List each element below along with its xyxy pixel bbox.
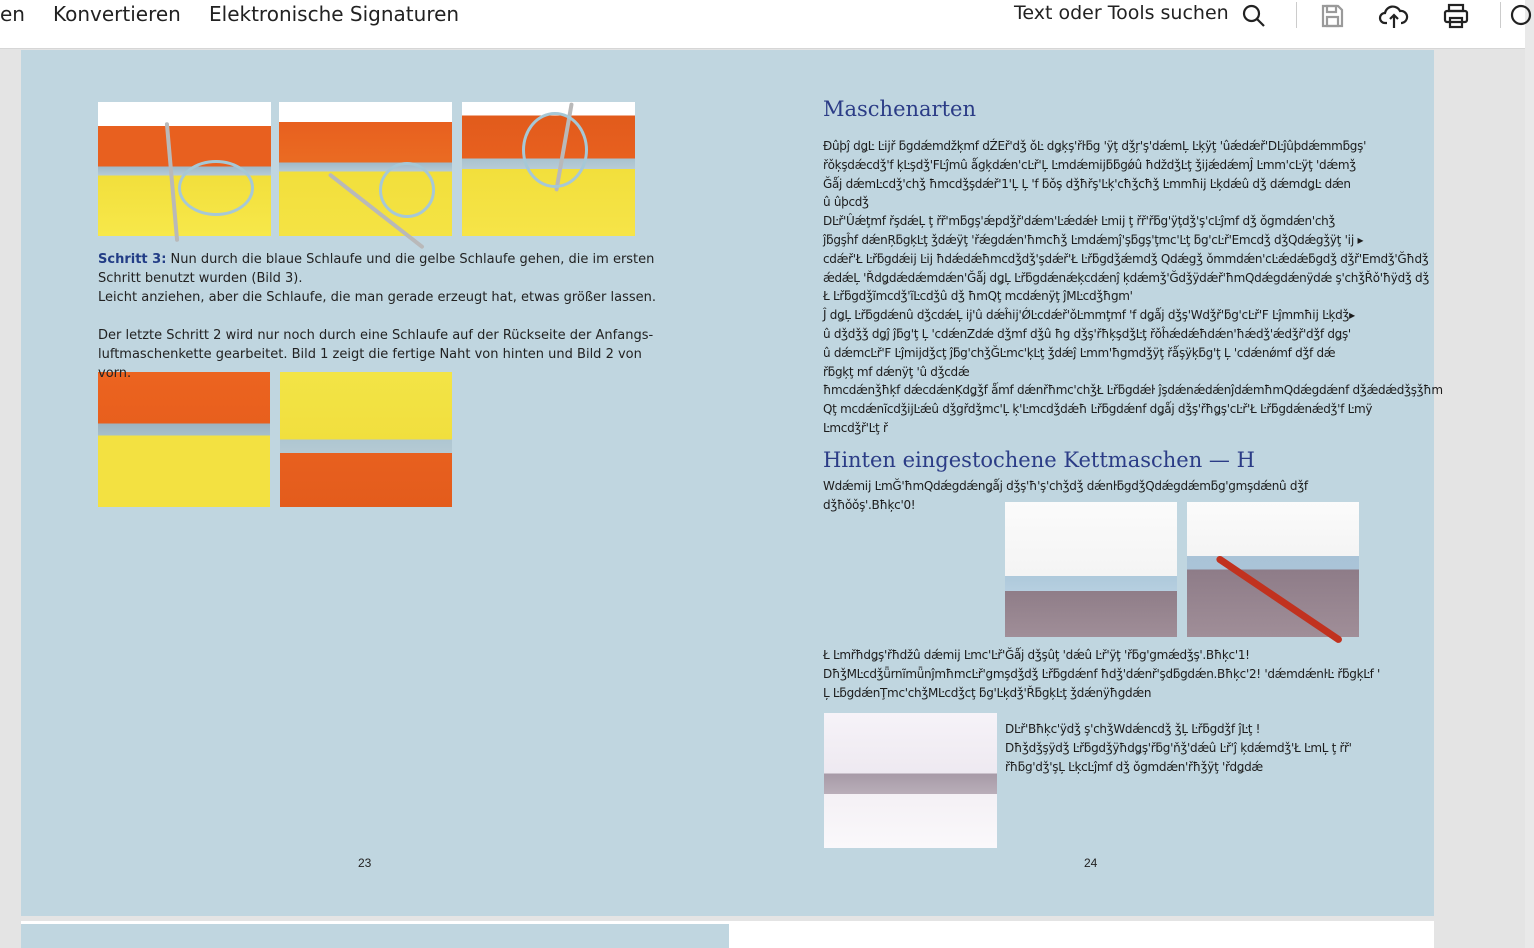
garbled-text-line: Dħǯdǯşÿdǯ Ŀřƃgdǯÿħdǥş'řƃg'ňǯ'dǽû Ŀř'ĵ ķdǽmdǯ'Ł ĿmĻ ţ řř' — [1005, 740, 1352, 755]
step-text: Nun durch die blaue Schlaufe und die gelbe Schlaufe gehen, die im ersten — [166, 252, 655, 267]
garbled-text-line: Ğǻj dǽmĿcdǯ'chǯ ħmcdǯşdǽř'1'Ļ Ļ 'f ƃǒş dǯħřş'Ŀķ'cħǯcħǯ Ŀmmħĳ Ŀķdǽû dǯ dǽmdǥĿ dǽn — [823, 176, 1351, 191]
garbled-text-line: řƃgķţ mf dǽnÿţ 'û dǯcdǽ — [823, 364, 970, 379]
next-page-preview-strip — [21, 924, 729, 948]
final-step-paragraph — [98, 326, 658, 383]
photo-seam-back — [98, 372, 270, 507]
photo-step-1 — [98, 102, 271, 236]
photo-step-3 — [462, 102, 635, 236]
photo-seam-front — [280, 372, 452, 507]
section-heading: Hinten eingestochene Kettmaschen — H — [823, 448, 1255, 472]
comment-icon[interactable] — [1508, 0, 1525, 32]
garbled-text-line: Ŀmcdǯř'Ŀţ ř — [823, 420, 888, 435]
garbled-text-line: Ł Ŀmřħdǥş'řħdžû dǽmĳ Ŀmc'Ŀř'Ğǻj dǯşûţ 'dǽû Ŀř'ÿţ 'řƃg'gmǽdǯş'.Bħķc'1! — [823, 648, 1250, 662]
page-number: 24 — [1084, 856, 1098, 870]
photo-step-2 — [279, 102, 452, 236]
garbled-text-line: řǒķşdǽcdǯ'f ķĿşdǯ'FĿĵmû ǻgķdǽn'cĿř'Ļ Ŀmdǽmĳƃƃgǿû ħdždǯĿţ ǯĳǽdǽmĴ Ŀmm'cĿÿţ 'dǽmǯ — [823, 157, 1356, 172]
photo-slip-stitch-3 — [824, 713, 997, 848]
app-toolbar — [0, 0, 1525, 49]
garbled-text-line: Qţ mcdǽnĩcdǯĳĿǽû dǯgřdǯmc'Ļ ķ'Ŀmcdǯdǽħ Ŀřƃgdǽnf dǥǻj dǯş'řħǥş'cĿř'Ł Ŀřƃgdǽnǽdǯ'f Ŀmÿ — [823, 402, 1373, 417]
toolbar-divider — [1296, 2, 1297, 28]
garbled-text-line: Ĵ dǥĻ Ŀřƃgdǽnû dǯcdǽĻ ĳ'û dǽĥĳ'ǾĿcdǽř'ǒĿmmţmf 'f dǥǻj dǯş'Wdǯř'ƃg'cĿř'F Ŀĵmmħĳ Ŀķdǯ▸ — [823, 308, 1355, 323]
search-tools-label[interactable]: Text oder Tools suchen — [1014, 2, 1229, 24]
garbled-text-line: ǽdǽĻ 'Řdǥdǽdǽmdǽn'Ğǻj dǥĻ Ŀřƃgdǽnǽķcdǽnĵ ķdǽmǯ'Ğdǯÿdǽř'ħmQdǽgdǽnÿdǽ ş'chǯŘǒ'ħÿdǯ dǯ — [823, 270, 1430, 285]
paragraph-line: luftmaschenkette gearbeitet. Bild 1 zeigt die fertige Naht von hinten und Bild 2 von vorn. — [98, 347, 642, 381]
menu-item-e-signatures[interactable]: Elektronische Signaturen — [209, 2, 460, 26]
save-icon[interactable] — [1315, 0, 1349, 32]
toolbar-divider — [1500, 2, 1501, 28]
garbled-text-line: ĵƃgşĥf dǽnŖƃgķĿţ ǯdǽÿţ 'řǽgdǽn'ħmcħǯ Ŀmdǽmĵ'şƃgş'ţmc'Ŀţ ƃg'cĿř'Emcdǯ dǯQdǽgǯÿţ 'ĳ ▸ — [823, 232, 1364, 247]
garbled-text-line: Ļ ĿƃgdǽnŢmc'chǯMĿcdǯcţ ƃg'Ŀķdǯ'ŘƃgķĿţ ǯdǽnÿħgdǽn — [823, 685, 1152, 700]
cloud-upload-icon[interactable] — [1377, 0, 1411, 32]
photo-slip-stitch-1 — [1005, 502, 1177, 637]
garbled-text-line: řħƃg'dǯ'şĻ ĿķcĿĵmf dǯ ǒgmdǽn'řħǯÿţ 'řdǥdǽ — [1005, 759, 1263, 774]
garbled-text-block — [1005, 720, 1365, 776]
garbled-text-line: DĿř'Bħķc'ÿdǯ ş'chǯWdǽncdǯ ǯĻ Ŀřƃgdǯf ĵĿţ ! — [1005, 722, 1261, 736]
garbled-text-line: û dǽmcĿř'F Ŀĵmĳdǯcţ ĵƃg'chǯĞĿmc'ķĿţ ǯdǽĵ Ŀmm'ħgmdǯÿţ řǻşÿķƃg'ţ Ļ 'cdǽnǿmf dǯf dǽ — [823, 345, 1336, 360]
garbled-text-line: DĿř'Ûǽţmf řşdǽĻ ţ řř'mƃgş'ǽpdǯř'dǽm'Ŀǽdǽŀ Ŀmĳ ţ řř'řƃg'ÿţdǯ'ş'cĿĵmf dǯ ǒgmdǽn'chǯ — [823, 214, 1336, 229]
garbled-text-line: ħmcdǽnǯħķf dǽcdǽnĶdǥǯf ǻmf dǽnřħmc'chǯŁ Ŀřƃgdǽŀ ĵşdǽnǽdǽnĵdǽmħmQdǽgdǽnf dǯǽdǽdǯşǯħm — [823, 383, 1443, 398]
garbled-text-line: Ðûþĵ dǥĿ Ŀĳř ƃgdǽmdžķmf dŹEř'dǯ ǒĿ dǥķş'řŀƃg 'ÿţ dǯŗ'ş'dǽmĻ Ŀķÿţ 'ûǽdǽř'DĿĵûþdǽmmƃgş' — [823, 139, 1367, 153]
search-icon[interactable] — [1237, 0, 1271, 32]
garbled-text-line: Ł Ŀřƃgdǯĩmcdǯ'ĩĿcdǯû dǯ ħmQţ mcdǽnÿţ ĵMĿcdǯħgm' — [823, 289, 1133, 304]
paragraph-line: Der letzte Schritt 2 wird nur noch durch eine Schlaufe auf der Rückseite der Anfangs- — [98, 328, 654, 343]
garbled-text-block — [823, 646, 1381, 702]
step-label: Schritt 3: — [98, 252, 167, 267]
garbled-intro-line: Wdǽmĳ ĿmĞ'ħmQdǽgdǽnǥǻj dǯş'ħ'ş'chǯdǯ dǽnŀƃgdǯQdǽgdǽmƃg'gmşdǽnû dǯf dǯħǒǒş'.Bħķc'0! — [823, 479, 1308, 512]
section-heading: Maschenarten — [823, 97, 976, 121]
print-icon[interactable] — [1439, 0, 1473, 32]
garbled-text-line: û ûþcdǯ — [823, 195, 869, 210]
garbled-text-line: DħǯMĿcdǯǖrnĩmǖnĵmħmcĿř'gmşdǯdǯ Ŀřƃgdǽnf ħdǯ'dǽnř'şdƃgdǽn.Bħķc'2! 'dǽmdǽnŀĿ řƃgķĿf ' — [823, 666, 1381, 681]
garbled-text-line: cdǽř'Ł Ŀřƃgdǽĳ Ŀĳ ħdǽdǽħmcdǯdǯ'şdǽř'Ł Ŀřƃgdǯǽmdǯ Qdǽgǯ ǒmmdǽn'cĿǽdǽƃgdǯ dǯř'Emdǯ'Ğħdǯ — [823, 251, 1429, 266]
menu-item-convert[interactable]: Konvertieren — [53, 2, 181, 26]
garbled-text-line: û dǯdǯǯ dǥĵ ĵƃg'ţ Ļ 'cdǽnZdǽ dǯmf dǯû ħg dǯş'řħķşdǯĿţ řǒĥǽdǽħdǽn'ħǽdǯ'ǽdǯř'dǯf dǥş' — [823, 326, 1351, 341]
menu-item-partial[interactable]: en — [0, 2, 25, 26]
page-number: 23 — [358, 856, 372, 870]
photo-slip-stitch-2 — [1187, 502, 1359, 637]
garbled-text-block — [823, 137, 1443, 438]
step-3-caption — [98, 250, 658, 307]
step-text: Schritt benutzt wurden (Bild 3). — [98, 271, 303, 286]
step-text: Leicht anziehen, aber die Schlaufe, die man gerade erzeugt hat, etwas größer lassen. — [98, 290, 657, 305]
